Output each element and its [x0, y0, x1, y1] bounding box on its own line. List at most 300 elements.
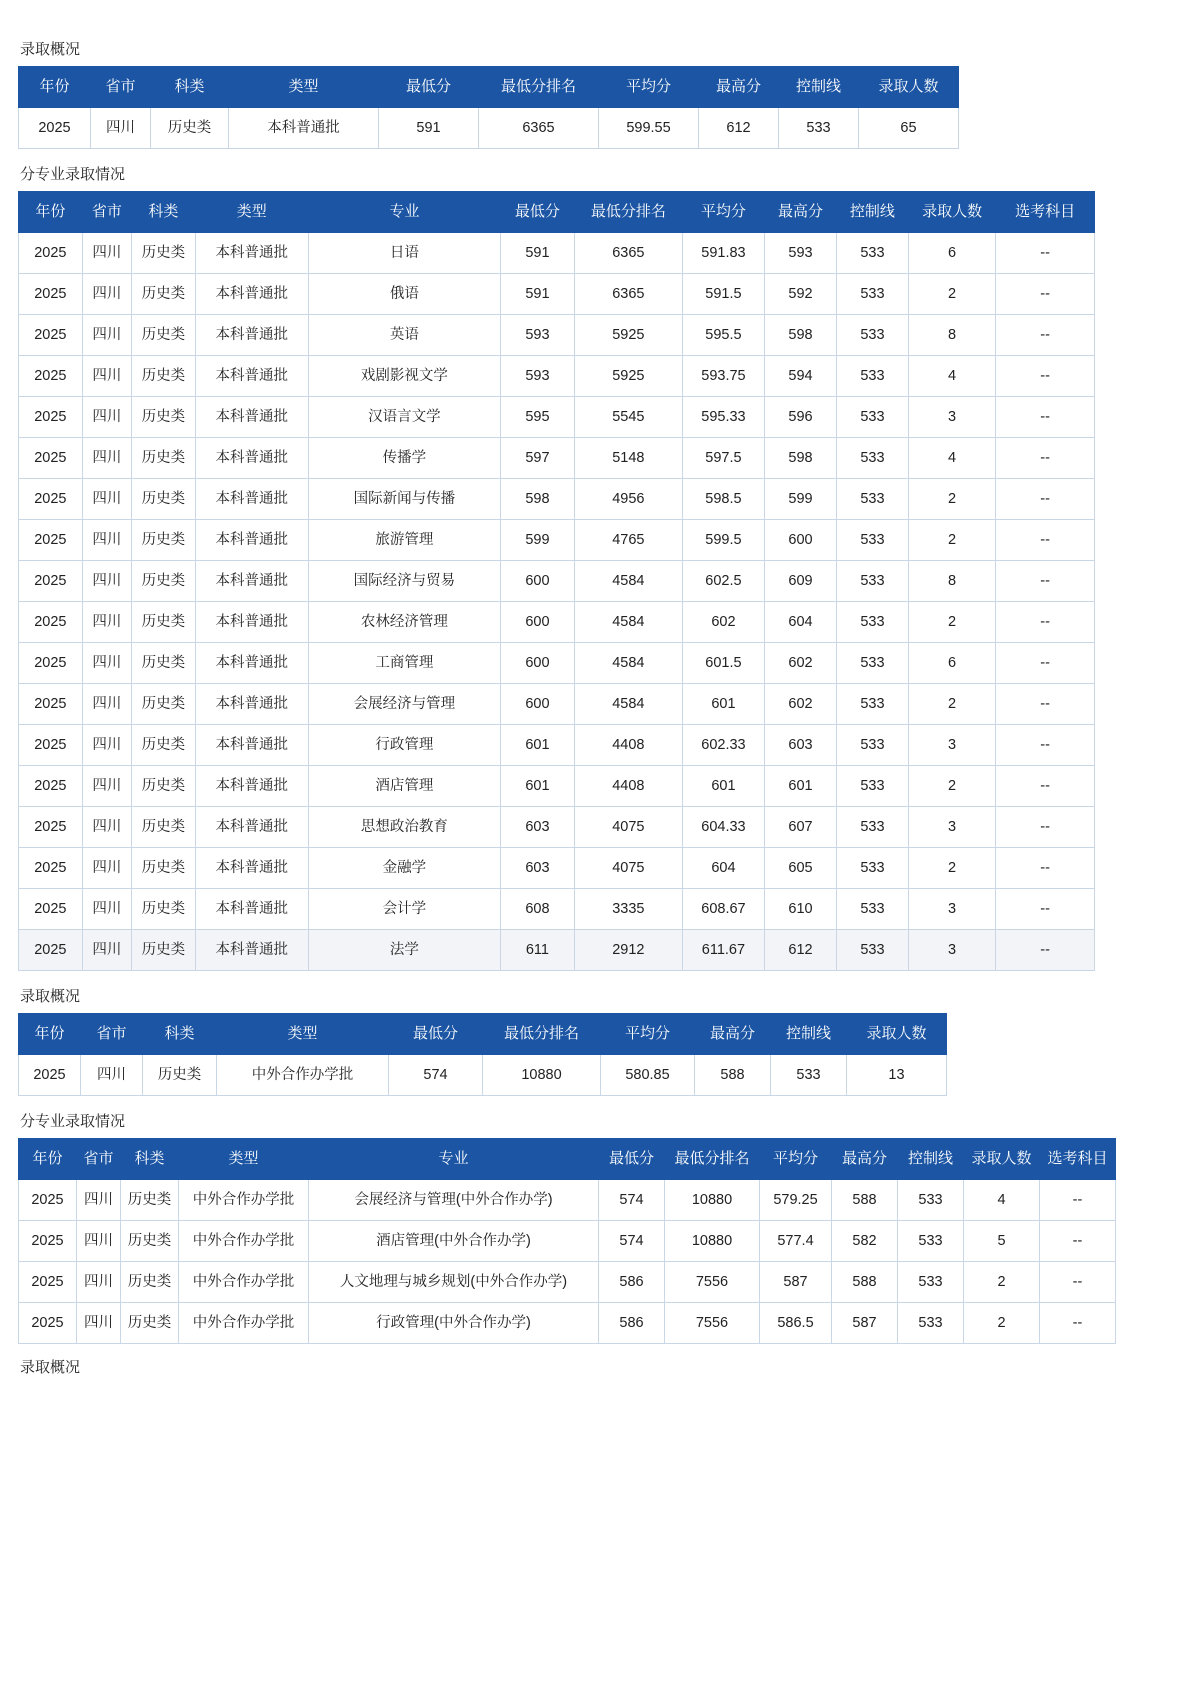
table-cell: 四川	[82, 725, 131, 766]
column-header: 最高分	[699, 67, 779, 108]
summary-table-2-wrapper	[18, 1013, 1172, 1096]
table-cell: 2025	[19, 438, 83, 479]
table-cell: --	[996, 643, 1095, 684]
table-cell: 会展经济与管理(中外合作办学)	[309, 1180, 599, 1221]
table-cell: 2	[908, 520, 995, 561]
table-cell: 本科普通批	[195, 397, 308, 438]
table-cell: 四川	[77, 1180, 121, 1221]
table-cell: 历史类	[121, 1303, 179, 1344]
column-header: 最低分排名	[574, 192, 682, 233]
table-cell: 2025	[19, 1180, 77, 1221]
detail-table-1-wrapper	[18, 191, 1172, 971]
table-cell: 酒店管理	[308, 766, 500, 807]
table-row	[19, 848, 1095, 889]
table-cell: 四川	[82, 479, 131, 520]
table-cell: 历史类	[132, 889, 196, 930]
table-row	[19, 1055, 947, 1096]
summary-table-1-wrapper	[18, 66, 1172, 149]
table-cell: 598	[765, 438, 837, 479]
table-header-row	[19, 67, 959, 108]
table-cell: 2025	[19, 233, 83, 274]
table-body	[19, 233, 1095, 971]
table-cell: 4075	[574, 848, 682, 889]
table-cell: 601.5	[682, 643, 764, 684]
table-cell: 本科普通批	[195, 684, 308, 725]
table-cell: 587	[832, 1303, 898, 1344]
table-cell: 601	[500, 725, 574, 766]
column-header: 类型	[229, 67, 379, 108]
table-row	[19, 561, 1095, 602]
table-cell: --	[996, 930, 1095, 971]
table-cell: 四川	[82, 643, 131, 684]
detail-table-2-wrapper	[18, 1138, 1172, 1344]
table-cell: --	[996, 807, 1095, 848]
table-cell: 四川	[82, 930, 131, 971]
table-cell: 591	[500, 233, 574, 274]
table-cell: 四川	[82, 274, 131, 315]
table-cell: 13	[847, 1055, 947, 1096]
table-cell: 中外合作办学批	[179, 1180, 309, 1221]
table-cell: 579.25	[760, 1180, 832, 1221]
table-cell: 历史类	[132, 233, 196, 274]
table-row	[19, 397, 1095, 438]
table-cell: 2025	[19, 356, 83, 397]
table-cell: 国际新闻与传播	[308, 479, 500, 520]
table-cell: 601	[500, 766, 574, 807]
table-cell: 农林经济管理	[308, 602, 500, 643]
table-cell: --	[996, 315, 1095, 356]
table-cell: 2025	[19, 889, 83, 930]
column-header: 最高分	[832, 1139, 898, 1180]
table-cell: 2025	[19, 930, 83, 971]
column-header: 类型	[217, 1014, 389, 1055]
table-row	[19, 356, 1095, 397]
table-cell: 人文地理与城乡规划(中外合作办学)	[309, 1262, 599, 1303]
table-row	[19, 520, 1095, 561]
table-cell: 533	[836, 561, 908, 602]
table-cell: 603	[500, 807, 574, 848]
table-cell: 2	[908, 684, 995, 725]
table-cell: 四川	[82, 848, 131, 889]
caption-summary-2: 录取概况	[20, 988, 81, 1005]
table-cell: 599	[500, 520, 574, 561]
caption-summary-3: 录取概况	[20, 1359, 81, 1376]
table-cell: 533	[836, 479, 908, 520]
table-cell: 四川	[82, 602, 131, 643]
table-cell: 608.67	[682, 889, 764, 930]
column-header: 年份	[19, 1014, 81, 1055]
table-cell: 593.75	[682, 356, 764, 397]
column-header: 录取人数	[964, 1139, 1040, 1180]
table-cell: 6365	[574, 274, 682, 315]
table-cell: 本科普通批	[195, 848, 308, 889]
table-cell: 2	[908, 274, 995, 315]
table-cell: 611.67	[682, 930, 764, 971]
table-cell: 4	[964, 1180, 1040, 1221]
table-row	[19, 684, 1095, 725]
table-cell: 2025	[19, 1262, 77, 1303]
table-cell: 本科普通批	[195, 520, 308, 561]
table-row	[19, 315, 1095, 356]
column-header: 平均分	[682, 192, 764, 233]
table-row	[19, 930, 1095, 971]
table-cell: 533	[836, 233, 908, 274]
table-cell: 611	[500, 930, 574, 971]
column-header: 最低分	[389, 1014, 483, 1055]
table-cell: 传播学	[308, 438, 500, 479]
table-cell: 历史类	[132, 602, 196, 643]
table-cell: 历史类	[132, 438, 196, 479]
table-cell: 2	[908, 479, 995, 520]
table-cell: 四川	[82, 561, 131, 602]
table-cell: 四川	[81, 1055, 143, 1096]
column-header: 类型	[195, 192, 308, 233]
table-cell: 4408	[574, 766, 682, 807]
table-cell: 8	[908, 561, 995, 602]
table-cell: 2025	[19, 1303, 77, 1344]
table-cell: 历史类	[132, 520, 196, 561]
column-header: 控制线	[836, 192, 908, 233]
table-cell: 6365	[479, 108, 599, 149]
table-cell: 2025	[19, 108, 91, 149]
table-cell: 国际经济与贸易	[308, 561, 500, 602]
column-header: 录取人数	[847, 1014, 947, 1055]
table-cell: 2025	[19, 807, 83, 848]
table-cell: 591.83	[682, 233, 764, 274]
table-cell: 历史类	[132, 479, 196, 520]
table-cell: 四川	[82, 397, 131, 438]
column-header: 最低分排名	[479, 67, 599, 108]
table-cell: 5925	[574, 356, 682, 397]
column-header: 科类	[132, 192, 196, 233]
table-cell: 593	[500, 315, 574, 356]
table-cell: --	[1040, 1262, 1116, 1303]
table-cell: 4	[908, 356, 995, 397]
table-cell: 2025	[19, 725, 83, 766]
column-header: 录取人数	[908, 192, 995, 233]
table-row	[19, 438, 1095, 479]
table-cell: 金融学	[308, 848, 500, 889]
table-cell: 2	[964, 1262, 1040, 1303]
column-header: 控制线	[771, 1014, 847, 1055]
summary-table-1	[18, 66, 959, 149]
table-header-row	[19, 192, 1095, 233]
table-cell: 10880	[665, 1221, 760, 1262]
table-cell: 2025	[19, 274, 83, 315]
table-cell: 600	[500, 643, 574, 684]
table-cell: 533	[836, 848, 908, 889]
table-cell: 本科普通批	[195, 438, 308, 479]
column-header: 省市	[82, 192, 131, 233]
table-cell: 612	[699, 108, 779, 149]
table-cell: --	[996, 684, 1095, 725]
table-cell: 6	[908, 643, 995, 684]
table-cell: 本科普通批	[195, 315, 308, 356]
table-cell: 俄语	[308, 274, 500, 315]
table-cell: --	[996, 889, 1095, 930]
table-cell: 8	[908, 315, 995, 356]
table-cell: 法学	[308, 930, 500, 971]
table-cell: 533	[836, 315, 908, 356]
table-cell: 思想政治教育	[308, 807, 500, 848]
table-cell: 2	[964, 1303, 1040, 1344]
table-cell: --	[1040, 1221, 1116, 1262]
table-cell: 593	[500, 356, 574, 397]
table-cell: 3	[908, 930, 995, 971]
table-cell: 588	[832, 1262, 898, 1303]
table-cell: 历史类	[132, 684, 196, 725]
table-cell: 四川	[82, 889, 131, 930]
table-body	[19, 1055, 947, 1096]
table-cell: 四川	[82, 684, 131, 725]
table-cell: 533	[898, 1180, 964, 1221]
table-cell: 四川	[82, 520, 131, 561]
column-header: 最低分	[599, 1139, 665, 1180]
table-cell: 历史类	[132, 807, 196, 848]
table-row	[19, 1262, 1116, 1303]
table-row	[19, 766, 1095, 807]
column-header: 专业	[308, 192, 500, 233]
table-cell: 605	[765, 848, 837, 889]
table-cell: 598	[500, 479, 574, 520]
table-cell: --	[1040, 1303, 1116, 1344]
table-cell: 3335	[574, 889, 682, 930]
column-header: 平均分	[601, 1014, 695, 1055]
caption-detail-1: 分专业录取情况	[20, 166, 126, 183]
table-cell: 2025	[19, 1221, 77, 1262]
table-cell: 4408	[574, 725, 682, 766]
table-cell: 582	[832, 1221, 898, 1262]
table-cell: 历史类	[143, 1055, 217, 1096]
table-cell: 6	[908, 233, 995, 274]
table-cell: --	[996, 561, 1095, 602]
table-cell: 本科普通批	[195, 479, 308, 520]
table-cell: 533	[836, 930, 908, 971]
table-cell: 597	[500, 438, 574, 479]
table-cell: 四川	[77, 1262, 121, 1303]
table-cell: 533	[771, 1055, 847, 1096]
table-cell: 汉语言文学	[308, 397, 500, 438]
column-header: 控制线	[898, 1139, 964, 1180]
table-cell: 600	[500, 602, 574, 643]
table-cell: 5148	[574, 438, 682, 479]
table-cell: 3	[908, 725, 995, 766]
table-cell: 中外合作办学批	[179, 1221, 309, 1262]
table-cell: 历史类	[132, 766, 196, 807]
column-header: 年份	[19, 192, 83, 233]
column-header: 类型	[179, 1139, 309, 1180]
table-cell: 10880	[483, 1055, 601, 1096]
table-cell: 574	[599, 1221, 665, 1262]
table-cell: 592	[765, 274, 837, 315]
table-cell: 602	[765, 643, 837, 684]
column-header: 选考科目	[1040, 1139, 1116, 1180]
table-cell: 604	[682, 848, 764, 889]
table-cell: 2	[908, 602, 995, 643]
table-cell: 533	[836, 602, 908, 643]
table-cell: 2025	[19, 602, 83, 643]
table-cell: 600	[765, 520, 837, 561]
table-cell: 595.33	[682, 397, 764, 438]
table-cell: 3	[908, 807, 995, 848]
column-header: 年份	[19, 67, 91, 108]
table-cell: 中外合作办学批	[179, 1303, 309, 1344]
table-cell: 2912	[574, 930, 682, 971]
table-row	[19, 233, 1095, 274]
table-cell: 533	[836, 397, 908, 438]
table-cell: 2	[908, 848, 995, 889]
table-cell: 行政管理(中外合作办学)	[309, 1303, 599, 1344]
table-cell: 酒店管理(中外合作办学)	[309, 1221, 599, 1262]
table-cell: 604.33	[682, 807, 764, 848]
table-cell: 533	[836, 766, 908, 807]
table-cell: 本科普通批	[195, 766, 308, 807]
table-cell: 604	[765, 602, 837, 643]
table-cell: 5	[964, 1221, 1040, 1262]
table-cell: 4584	[574, 684, 682, 725]
table-cell: 574	[599, 1180, 665, 1221]
column-header: 选考科目	[996, 192, 1095, 233]
table-cell: 日语	[308, 233, 500, 274]
caption-detail-2: 分专业录取情况	[20, 1113, 126, 1130]
table-cell: 533	[898, 1303, 964, 1344]
table-cell: 533	[836, 807, 908, 848]
table-cell: 历史类	[132, 725, 196, 766]
table-cell: 四川	[77, 1221, 121, 1262]
table-cell: 2025	[19, 643, 83, 684]
table-cell: 工商管理	[308, 643, 500, 684]
table-row	[19, 108, 959, 149]
table-cell: 历史类	[132, 561, 196, 602]
table-cell: 2025	[19, 397, 83, 438]
column-header: 最高分	[695, 1014, 771, 1055]
detail-table-2	[18, 1138, 1116, 1344]
table-cell: 10880	[665, 1180, 760, 1221]
table-cell: 609	[765, 561, 837, 602]
table-cell: 588	[695, 1055, 771, 1096]
table-cell: 533	[836, 889, 908, 930]
column-header: 录取人数	[859, 67, 959, 108]
column-header: 年份	[19, 1139, 77, 1180]
table-cell: --	[996, 233, 1095, 274]
table-cell: 594	[765, 356, 837, 397]
table-cell: 本科普通批	[195, 602, 308, 643]
column-header: 科类	[143, 1014, 217, 1055]
table-cell: 历史类	[132, 643, 196, 684]
table-cell: 607	[765, 807, 837, 848]
table-cell: --	[996, 356, 1095, 397]
table-row	[19, 725, 1095, 766]
table-cell: 591	[500, 274, 574, 315]
table-cell: 7556	[665, 1262, 760, 1303]
table-cell: 533	[898, 1221, 964, 1262]
table-cell: 2025	[19, 848, 83, 889]
summary-table-2	[18, 1013, 947, 1096]
table-cell: 586	[599, 1303, 665, 1344]
table-cell: 4075	[574, 807, 682, 848]
table-cell: 600	[500, 684, 574, 725]
table-cell: --	[996, 725, 1095, 766]
table-cell: 533	[898, 1262, 964, 1303]
table-row	[19, 479, 1095, 520]
table-cell: 574	[389, 1055, 483, 1096]
table-cell: 2025	[19, 520, 83, 561]
table-cell: 601	[682, 766, 764, 807]
table-cell: 602.33	[682, 725, 764, 766]
table-cell: --	[996, 479, 1095, 520]
table-cell: 本科普通批	[195, 930, 308, 971]
table-cell: 533	[836, 643, 908, 684]
table-cell: 历史类	[132, 848, 196, 889]
column-header: 专业	[309, 1139, 599, 1180]
table-cell: 602	[765, 684, 837, 725]
table-cell: 612	[765, 930, 837, 971]
table-header-row	[19, 1014, 947, 1055]
column-header: 最低分排名	[483, 1014, 601, 1055]
table-cell: 历史类	[132, 930, 196, 971]
table-cell: 603	[500, 848, 574, 889]
table-cell: --	[996, 438, 1095, 479]
table-cell: 本科普通批	[195, 643, 308, 684]
table-cell: 本科普通批	[229, 108, 379, 149]
column-header: 省市	[91, 67, 151, 108]
table-body	[19, 108, 959, 149]
table-cell: 历史类	[121, 1180, 179, 1221]
table-cell: --	[1040, 1180, 1116, 1221]
table-cell: 历史类	[121, 1262, 179, 1303]
table-cell: 603	[765, 725, 837, 766]
table-cell: 4584	[574, 643, 682, 684]
table-cell: 533	[836, 520, 908, 561]
table-row	[19, 602, 1095, 643]
table-cell: 旅游管理	[308, 520, 500, 561]
table-cell: 593	[765, 233, 837, 274]
table-cell: 5925	[574, 315, 682, 356]
table-cell: 533	[836, 684, 908, 725]
table-header-row	[19, 1139, 1116, 1180]
table-cell: 601	[765, 766, 837, 807]
table-row	[19, 807, 1095, 848]
table-cell: 历史类	[121, 1221, 179, 1262]
table-row	[19, 1221, 1116, 1262]
table-cell: 7556	[665, 1303, 760, 1344]
column-header: 平均分	[599, 67, 699, 108]
table-cell: 本科普通批	[195, 274, 308, 315]
table-cell: 5545	[574, 397, 682, 438]
table-cell: 602	[682, 602, 764, 643]
column-header: 最低分排名	[665, 1139, 760, 1180]
table-cell: 533	[836, 274, 908, 315]
table-cell: 602.5	[682, 561, 764, 602]
table-cell: 历史类	[151, 108, 229, 149]
table-cell: --	[996, 397, 1095, 438]
table-cell: --	[996, 274, 1095, 315]
table-cell: 4584	[574, 561, 682, 602]
column-header: 最低分	[500, 192, 574, 233]
table-row	[19, 1180, 1116, 1221]
column-header: 科类	[121, 1139, 179, 1180]
table-cell: 577.4	[760, 1221, 832, 1262]
table-cell: 587	[760, 1262, 832, 1303]
column-header: 省市	[81, 1014, 143, 1055]
table-cell: 2025	[19, 315, 83, 356]
table-cell: --	[996, 848, 1095, 889]
column-header: 科类	[151, 67, 229, 108]
column-header: 平均分	[760, 1139, 832, 1180]
table-cell: 65	[859, 108, 959, 149]
table-cell: 会展经济与管理	[308, 684, 500, 725]
table-cell: 四川	[91, 108, 151, 149]
